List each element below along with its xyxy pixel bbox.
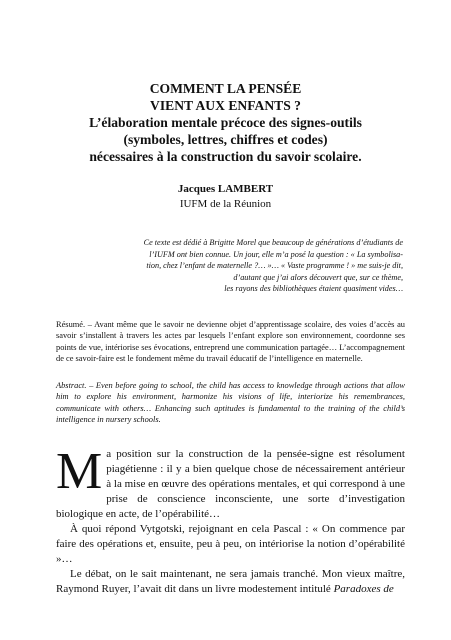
body-paragraph [56, 443, 405, 522]
title-line: COMMENT LA PENSÉE [149, 81, 302, 96]
body-paragraph [56, 522, 405, 567]
author-affiliation: IUFM de la Réunion [179, 198, 272, 210]
author-name: Jacques LAMBERT [177, 183, 274, 195]
body-text [56, 443, 405, 597]
subtitle-line: nécessaires à la construction du savoir scolaire. [89, 149, 362, 164]
abstract-label: Abstract. [56, 381, 87, 390]
abstract-paragraph [56, 380, 405, 426]
paragraph-text: À quoi répond Vytgotski, rejoignant en cela Pascal : « On commence par faire des opérations et, ensuite, peu à peu, on intériorise la notion d’opérabilité »… [56, 523, 405, 565]
paragraph-text: Le débat, on le sait maintenant, ne sera jamais tranché. Mon vieux maître, Raymond Ruyer, l’avait dit dans un livre modestement intitulé [56, 568, 405, 595]
resume-label: Résumé. [56, 320, 86, 329]
paragraph-text: a position sur la construction de la pensée-signe est résolument piagétienne : il y a bien quelque chose de nécessairement antérieur à la mise en œuvre des opérations mentales, et qui correspond à une prise de conscience inconsciente, une sorte d’investigation biologique en acte, de l’opérabilité… [56, 448, 405, 520]
drop-cap: M [56, 443, 103, 500]
subtitle-line: L’élaboration mentale précoce des signes-outils [89, 115, 362, 130]
dedication-line: les rayons des bibliothèques étaient quasiment vides… [224, 284, 403, 294]
resume-text: – Avant même que le savoir ne devienne objet d’apprentissage scolaire, des voies d’accès au savoir s’installent à travers les actes par lesquels l’enfant explore son environnement, coordonne ses points de vue, intériorise ses évocations, entreprend une communication partagée… L’accompagnement de ce savoir-faire est le fondement même du travail éducatif de l’intelligence en maternelle. [56, 320, 405, 364]
dedication-line: Ce texte est dédié à Brigitte Morel que beaucoup de générations d’étudiants de [143, 238, 403, 247]
dedication-line: d’autant que j’ai alors découvert que, sur ce thème, [233, 272, 403, 282]
book-title-italic: Paradoxes de [333, 583, 394, 595]
abstract-text: – Even before going to school, the child has access to knowledge through actions that allow him to explore his environment, harmonize his visions of life, interiorize his remembrances, communicate with others… Enhancing such aptitudes is fundamental to the training of the child’s intelligence in nursery schools. [56, 381, 405, 425]
dedication [92, 237, 403, 295]
subtitle-line: (symboles, lettres, chiffres et codes) [123, 132, 328, 147]
dedication-line: tion, chez l’enfant de maternelle ?… »… « Vaste programme ! » me suis-je dit, [146, 261, 403, 271]
article-title [70, 80, 381, 165]
body-paragraph [56, 567, 405, 597]
dedication-line: l’IUFM ont bien connue. Un jour, elle m’a posé la question : « La symbolisa- [149, 249, 403, 259]
title-line: VIENT AUX ENFANTS ? [150, 98, 301, 113]
resume-paragraph [56, 319, 405, 365]
